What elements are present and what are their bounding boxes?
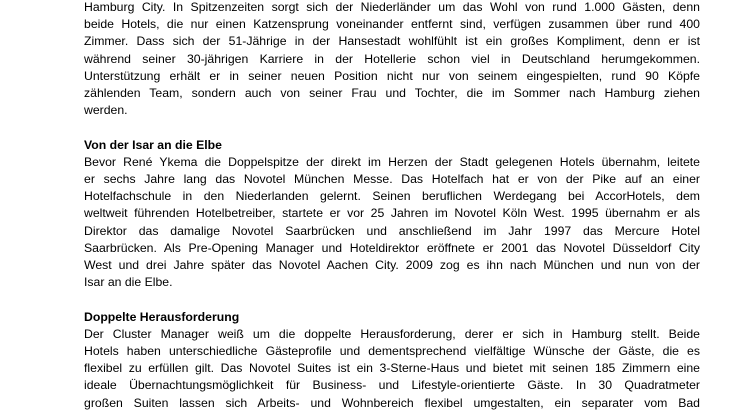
text-line: Direktor das damalige Novotel Saarbrücken und anschließend im Jahr 1997 das Mercure Hotel: [84, 223, 700, 238]
text-line: Bevor René Ykema die Doppelspitze der direkt im Herzen der Stadt gelegenen Hotels übernahm, leitete: [84, 154, 700, 169]
text-line: beide Hotels, die nur einen Katzensprung voneinander entfernt sind, verfügen zusammen über rund 400: [84, 17, 700, 32]
paragraph-spacer: [84, 119, 700, 136]
text-line: er sechs Jahre lang das Novotel München Messe. Das Hotelfach hat er von der Pike auf an einer: [84, 172, 700, 187]
text-line: Hotelfachschule in den Niederlanden gelernt. Seinen beruflichen Werdegang bei AccorHotels, dem: [84, 189, 700, 204]
section-paragraph-challenge: [84, 326, 700, 412]
section-paragraph-isar: [84, 154, 700, 292]
text-line: Unterstützung erhält er in seiner neuen Position nicht nur von seinem eingespielten, rund 90 Köpfe: [84, 68, 700, 83]
section-heading-isar: Von der Isar an die Elbe: [84, 137, 222, 152]
paragraph-spacer: [84, 291, 700, 308]
text-line: werden.: [84, 103, 128, 118]
intro-paragraph: [84, 0, 700, 119]
text-line: Zimmer. Dass sich der 51-Jährige in der Hansestadt wohlfühlt ist ein großes Kompliment, denn er ist: [84, 34, 700, 49]
text-line: Isar an die Elbe.: [84, 275, 173, 290]
text-line: großen Suiten lassen sich Arbeits- und Wohnbereich flexibel umgestalten, ein separater vom Bad: [84, 395, 700, 410]
text-line: ideale Übernachtungsmöglichkeit für Business- und Lifestyle-orientierte Gäste. In 30 Quadratmeter: [84, 378, 700, 393]
text-line: zählenden Team, sondern auch von seiner Frau und Tochter, die im Sommer nach Hamburg ziehen: [84, 86, 700, 101]
text-line: Hamburg City. In Spitzenzeiten sorgt sich der Niederländer um das Wohl von rund 1.000 Gästen, denn: [84, 0, 700, 14]
text-line: Saarbrücken. Als Pre-Opening Manager und Hoteldirektor eröffnete er 2001 das Novotel Düsseldorf City: [84, 240, 700, 255]
text-line: Hotels haben unterschiedliche Gästeprofile und dementsprechend vielfältige Wünsche der Gäste, die es: [84, 344, 700, 359]
text-line: während seiner 30-jährigen Karriere in der Hotellerie schon viel in Deutschland herumgekommen.: [84, 51, 700, 66]
text-line: flexibel zu erfüllen gilt. Das Novotel Suites ist ein 3-Sterne-Haus und bietet mit seinen 185 Zimmern eine: [84, 361, 700, 376]
text-line: weltweit führenden Hotelbetreiber, startete er vor 25 Jahren im Novotel Köln West. 1995 übernahm er als: [84, 206, 700, 221]
text-line: West und drei Jahre später das Novotel Aachen City. 2009 zog es ihn nach München und nun von der: [84, 258, 700, 273]
document-page: [84, 0, 700, 412]
text-line: Der Cluster Manager weiß um die doppelte Herausforderung, derer er sich in Hamburg stellt. Beide: [84, 326, 700, 341]
section-heading-challenge: Doppelte Herausforderung: [84, 309, 240, 324]
